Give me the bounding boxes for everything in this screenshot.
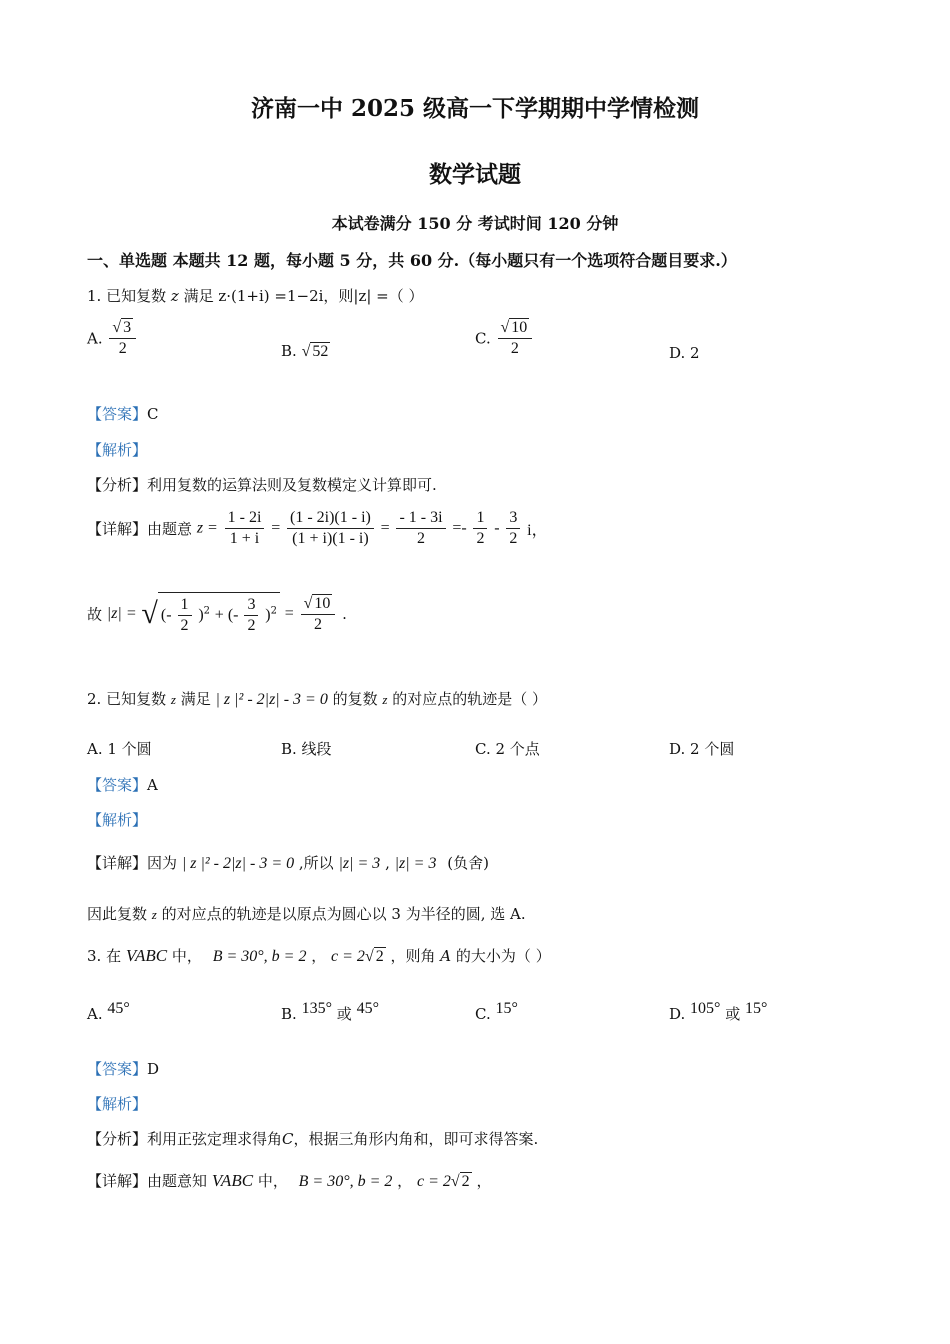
q3-stem: 3. 在 VABC 中， B = 30°, b = 2 ， c = 2√ 2 ，则角 A 的大小为（ ） <box>87 946 551 965</box>
q1-stem: 1. 已知复数 z 满足 z·(1+i) =1−2i，则|z| =（ ） <box>87 287 424 305</box>
q2-option-c: C. 2 个点 <box>475 740 540 758</box>
q3-option-c: C. 15° <box>475 1000 518 1023</box>
q2-jiexi: 【解析】 <box>87 811 148 829</box>
q2-conclusion: 因此复数 z 的对应点的轨迹是以原点为圆心以 3 为半径的圆, 选 A. <box>87 905 526 923</box>
q3-jiexi: 【解析】 <box>87 1095 148 1113</box>
q1-modulus: 故 |z| = √ (- $\frac{1}{2}$ )$^2$ + (- $\frac{3}{2}$ )$^2$ = $\frac{√ 10}{2}$ . <box>87 592 347 636</box>
q3-fenxi: 【分析】利用正弦定理求得角C，根据三角形内角和，即可求得答案. <box>87 1130 539 1148</box>
q3-option-a: A. 45° <box>87 1000 130 1023</box>
q1-jiexi: 【解析】 <box>87 441 148 459</box>
q1-option-a: A. $\frac{√ 3}{2}$ <box>87 318 138 359</box>
q1-fenxi: 【分析】利用复数的运算法则及复数模定义计算即可. <box>87 476 437 494</box>
q2-answer: 【答案】A <box>87 776 158 794</box>
q1-option-c: C. $\frac{√ 10}{2}$ <box>475 318 534 359</box>
q2-option-a: A. 1 个圆 <box>87 740 152 758</box>
q1-option-d: D. 2 <box>669 344 700 362</box>
q3-xiangjie: 【详解】由题意知 VABC 中， B = 30°, b = 2 ， c = 2√ 2 ， <box>87 1171 492 1190</box>
q3-option-d: D. 105° 或 15° <box>669 1000 768 1023</box>
q2-xiangjie: 【详解】因为 | z |² - 2|z| - 3 = 0 ,所以 |z| = 3 , |z| = 3 (负舍) <box>87 854 489 872</box>
exam-note: 本试卷满分 150 分 考试时间 120 分钟 <box>331 214 619 233</box>
q1-answer: 【答案】C <box>87 405 159 423</box>
q2-option-d: D. 2 个圆 <box>669 740 735 758</box>
q1-option-b: B. √ 52 <box>281 342 329 360</box>
q3-answer: 【答案】D <box>87 1060 160 1078</box>
section-heading: 一、单选题 本题共 12 题，每小题 5 分，共 60 分.（每小题只有一个选项符合题目要求.） <box>87 251 737 270</box>
exam-title: 济南一中 2025 级高一下学期期中学情检测 <box>250 95 700 122</box>
q1-xiangjie: 【详解】由题意 z = $\frac{1 - 2i}{1 + i}$ = $\frac{(1 - 2i)(1 - i)}{(1 + i)(1 - i)}$ = $\frac{- 1 - 3i}{2}$ =- $\frac{1}{2}$ - $\frac{3}{2}$ i， <box>87 509 548 547</box>
q3-option-b: B. 135° 或 45° <box>281 1000 379 1023</box>
q2-stem: 2. 已知复数 z 满足 | z |² - 2|z| - 3 = 0 的复数 z 的对应点的轨迹是（ ） <box>87 690 548 708</box>
q2-option-b: B. 线段 <box>281 740 332 758</box>
exam-subtitle: 数学试题 <box>429 161 521 188</box>
